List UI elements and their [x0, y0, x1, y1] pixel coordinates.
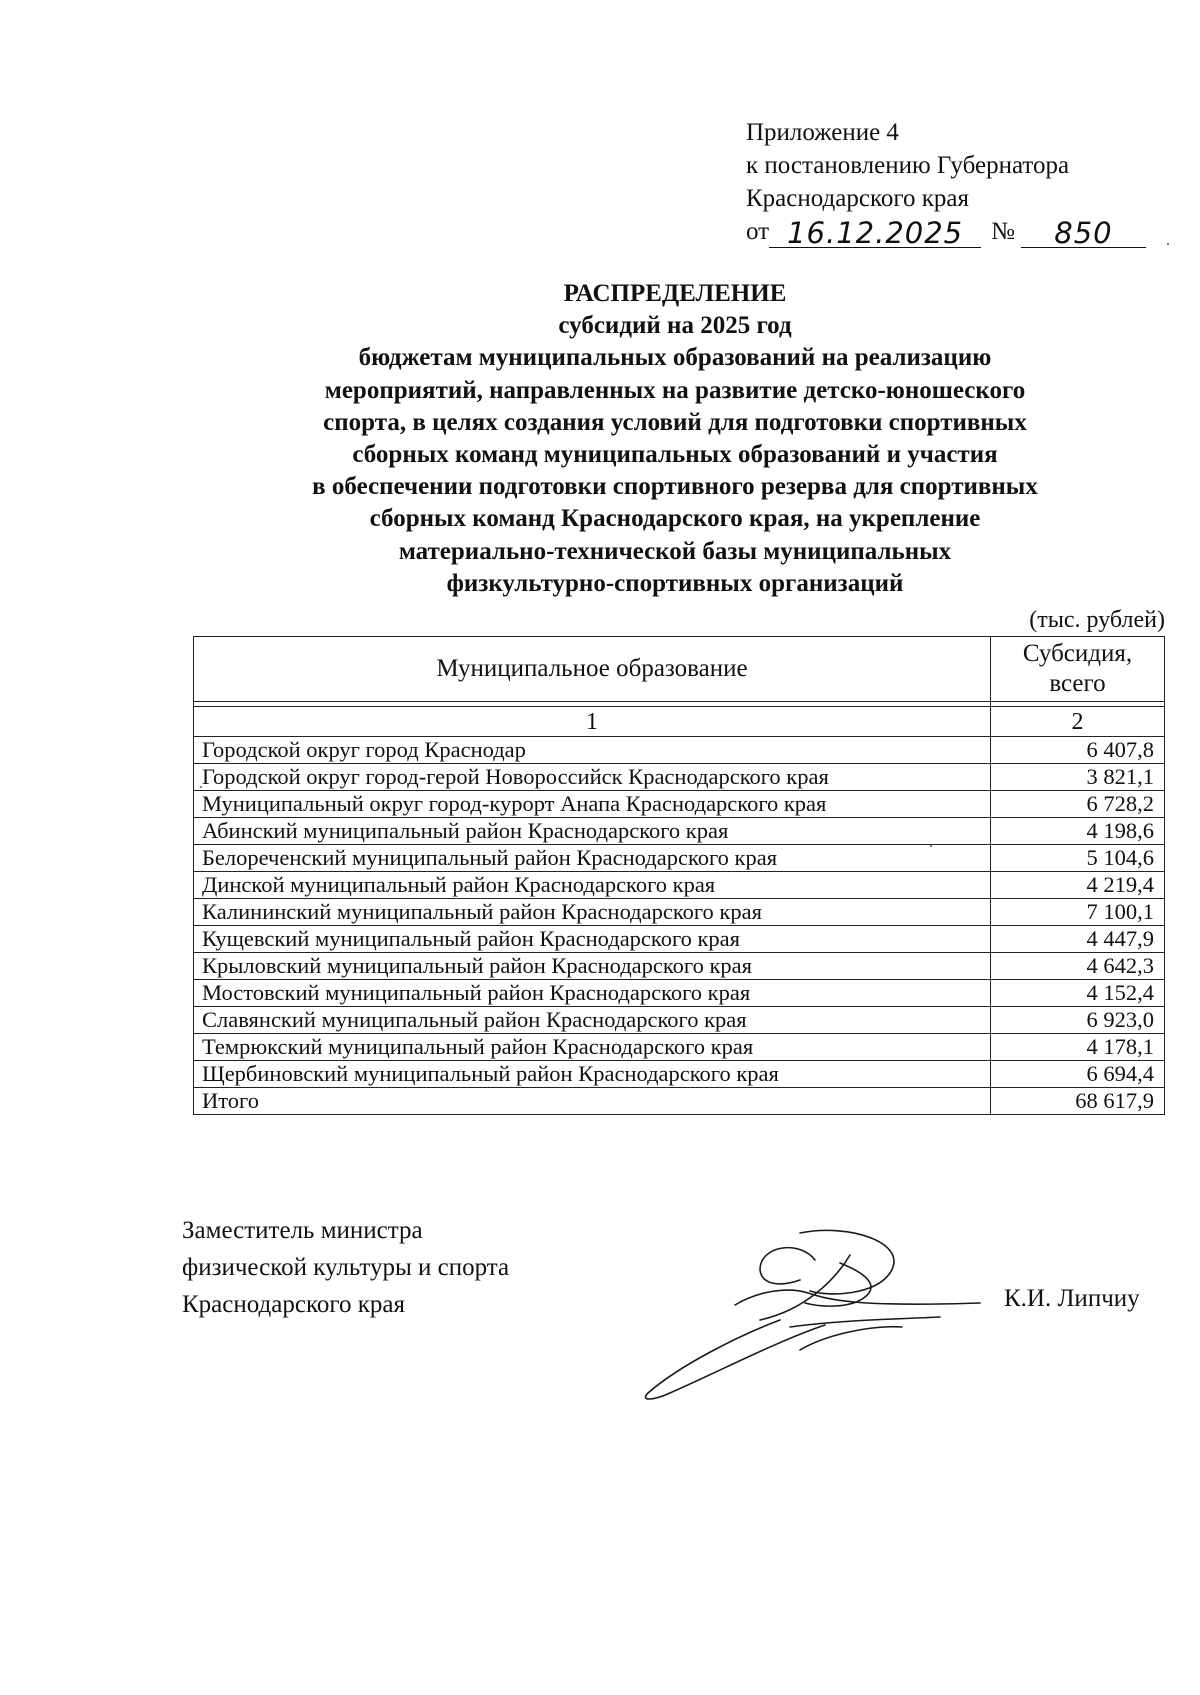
heading-line: материально-технической базы муниципальных — [398, 537, 952, 565]
municipality-name: Крыловский муниципальный район Краснодарского края — [194, 953, 991, 980]
heading-line: субсидий на 2025 год — [558, 312, 792, 340]
col2-header — [991, 637, 1165, 702]
heading-line: физкультурно-спортивных организаций — [446, 569, 904, 597]
heading-line: бюджетам муниципальных образований на реализацию — [358, 344, 992, 372]
subsidy-value: 4 178,1 — [991, 1034, 1165, 1061]
municipality-name: Городской округ город Краснодар — [194, 737, 991, 764]
subsidy-value: 5 104,6 — [991, 845, 1165, 872]
heading-line: сборных команд Краснодарского края, на укрепление — [369, 505, 981, 533]
municipality-name: Кущевский муниципальный район Краснодарского края — [194, 926, 991, 953]
decree-number: 850 — [1021, 219, 1146, 248]
annex-title: Приложение 4 — [746, 119, 899, 146]
signer-name: К.И. Липчиу — [1004, 1285, 1140, 1312]
table-row — [194, 818, 1165, 845]
subsidy-value: 6 694,4 — [991, 1061, 1165, 1088]
subsidy-value: 6 407,8 — [991, 737, 1165, 764]
column-number-row — [194, 707, 1165, 737]
municipality-name: Городской округ город-герой Новороссийск Краснодарского края — [194, 764, 991, 791]
subsidy-value: 6 728,2 — [991, 791, 1165, 818]
municipality-name: Абинский муниципальный район Краснодарского края — [194, 818, 991, 845]
table-rows — [194, 737, 1165, 1088]
col1-number: 1 — [194, 707, 991, 737]
total-value: 68 617,9 — [991, 1088, 1165, 1115]
table-row — [194, 926, 1165, 953]
number-sign: № — [991, 218, 1015, 245]
municipality-name: Калининский муниципальный район Краснодарского края — [194, 899, 991, 926]
scan-speck — [1167, 243, 1169, 245]
annex-block — [746, 116, 1146, 248]
heading-line: мероприятий, направленных на развитие детско-юношеского — [324, 376, 1026, 404]
total-label: Итого — [194, 1088, 991, 1115]
signer-line: Краснодарского края — [182, 1291, 405, 1318]
table-row — [194, 953, 1165, 980]
annex-decree-ref: к постановлению Губернатора — [746, 152, 1070, 179]
units-label: (тыс. рублей) — [1029, 607, 1165, 633]
municipality-name: Щербиновский муниципальный район Краснодарского края — [194, 1061, 991, 1088]
document-heading — [200, 278, 1150, 600]
subsidy-value: 4 152,4 — [991, 980, 1165, 1007]
heading-title: РАСПРЕДЕЛЕНИЕ — [563, 280, 787, 307]
municipality-name: Мостовский муниципальный район Краснодарского края — [194, 980, 991, 1007]
table-row — [194, 845, 1165, 872]
heading-line: в обеспечении подготовки спортивного резерва для спортивных — [312, 473, 1038, 501]
subsidy-value: 3 821,1 — [991, 764, 1165, 791]
table-row — [194, 1034, 1165, 1061]
heading-line: сборных команд муниципальных образований и участия — [352, 441, 998, 469]
table-row — [194, 764, 1165, 791]
table-row — [194, 1007, 1165, 1034]
municipality-name: Темрюкский муниципальный район Краснодарского края — [194, 1034, 991, 1061]
col2-header-line1: Субсидия, — [1022, 640, 1133, 667]
total-row — [194, 1088, 1165, 1115]
signer-position — [182, 1212, 509, 1323]
table-header-row — [194, 637, 1165, 702]
scan-speck — [200, 786, 202, 788]
table-row — [194, 1061, 1165, 1088]
subsidy-value: 6 923,0 — [991, 1007, 1165, 1034]
subsidy-value: 7 100,1 — [991, 899, 1165, 926]
scan-speck — [930, 845, 932, 847]
table-row — [194, 791, 1165, 818]
date-prefix: от — [746, 218, 770, 245]
handwritten-signature — [640, 1225, 1020, 1405]
municipality-name: Славянский муниципальный район Краснодарского края — [194, 1007, 991, 1034]
subsidy-value: 4 219,4 — [991, 872, 1165, 899]
municipality-name: Белореченский муниципальный район Краснодарского края — [194, 845, 991, 872]
table-row — [194, 899, 1165, 926]
subsidy-table — [193, 636, 1165, 1115]
municipality-name: Динской муниципальный район Краснодарского края — [194, 872, 991, 899]
table-row — [194, 872, 1165, 899]
municipality-name: Муниципальный округ город-курорт Анапа Краснодарского края — [194, 791, 991, 818]
heading-line: спорта, в целях создания условий для подготовки спортивных — [323, 408, 1027, 436]
signer-line: физической культуры и спорта — [182, 1254, 510, 1281]
subsidy-value: 4 198,6 — [991, 818, 1165, 845]
col1-header: Муниципальное образование — [194, 637, 991, 702]
annex-region: Краснодарского края — [746, 185, 969, 212]
table-row — [194, 980, 1165, 1007]
col2-number: 2 — [991, 707, 1165, 737]
subsidy-value: 4 642,3 — [991, 953, 1165, 980]
signer-line: Заместитель министра — [182, 1217, 423, 1244]
col2-header-line2: всего — [1049, 670, 1106, 697]
decree-date: 16.12.2025 — [769, 219, 981, 248]
table-row — [194, 737, 1165, 764]
subsidy-value: 4 447,9 — [991, 926, 1165, 953]
annex-date-line — [746, 215, 1146, 248]
